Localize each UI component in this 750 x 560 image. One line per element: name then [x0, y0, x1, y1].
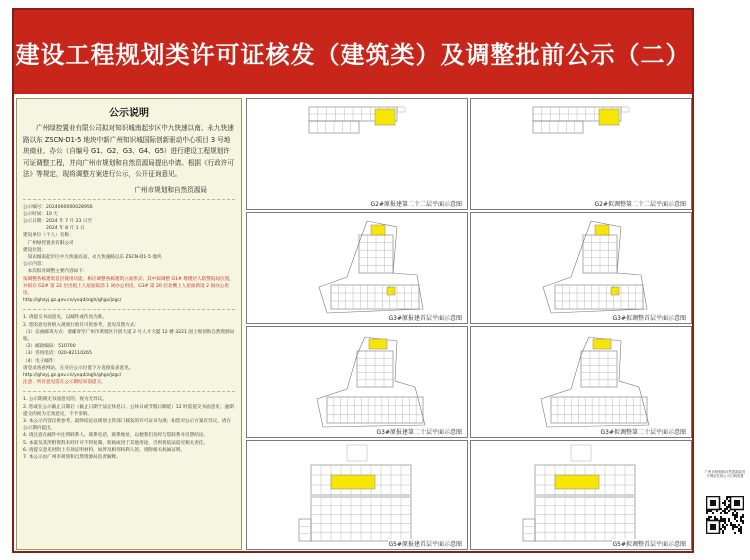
floor-plan-caption: G2#原报建第二十二层平面示意图 — [370, 201, 462, 208]
opinion-line: （2）邮政编码：510700 — [23, 344, 76, 350]
floor-plan-panel — [470, 98, 692, 210]
note-line: 7. 本公示由广州市规划和自然资源局负责解释。 — [23, 455, 121, 460]
floor-plan-drawing — [247, 213, 468, 324]
floor-plan-panel — [470, 212, 692, 324]
detail-line: 建设单位（个人）名称： — [23, 233, 74, 239]
floor-plan-caption: G3#拟调整第二十层平面示意图 — [600, 429, 686, 436]
notice-panel — [16, 98, 242, 550]
floor-plan-caption: G3#原报建首层平面示意图 — [388, 315, 462, 322]
floor-plan-drawing — [471, 441, 692, 550]
opinion-line: 2. 您的意见将纳入规划行政许可的参考，意见反馈方式： — [23, 322, 140, 328]
note-line: 5. 本案及其所附资料未经许可不得复制、转载或用于其他用途，否则将依法追究相关责任。 — [23, 440, 209, 446]
qr-code-icon[interactable] — [706, 496, 744, 534]
floor-plan-panel — [470, 326, 692, 438]
floor-plan-panel — [246, 326, 468, 438]
notice-body: 广州绿控置业有限公司拟对知识城南起步区中九快速以南、永九快速路以东 ZSCN-D1-5 地块中新广州知识城国际创新驱动中心项目 3 号地块商业、办公（自编号 G1、G2、G3、G4、G5）进行建设工程规划许可证调整工程，并向广州市规划和自然资源局提出申请。根据《行政许可法》等规定，现将调整方案进行公示，公开征询意见。 — [23, 124, 234, 178]
detail-line: 公示日期：2024 年 7 月 23 日至 — [23, 218, 93, 224]
detail-line: 公示时间：10 天 — [23, 211, 58, 217]
notice-signature: 广州市规划和自然资源局 — [134, 185, 207, 194]
opinion-line[interactable]: http://ghzyj.gz.gov.cn/yxqd/zqjh/ghgs/jzgc/ — [23, 372, 122, 378]
floor-plan-drawing — [247, 441, 468, 550]
notes-section — [23, 396, 235, 461]
note-line: 4. 请注意在邮件中注明联系人、联系电话，联系地址，以便我们及时与您联系并反馈结论。 — [23, 433, 209, 439]
divider — [23, 199, 235, 200]
opinion-line: （3）咨询电话：020-82110265 — [23, 351, 92, 357]
notice-heading: 公示说明 — [109, 108, 149, 119]
detail-line: 建设位置： — [23, 247, 46, 253]
divider — [23, 309, 235, 310]
floor-plan-drawing — [471, 327, 692, 438]
note-line: 3. 本公示内容仅供参考，最终结论以规划主管部门核发的许可证书为准；如您对公示方案有异议，请在公示期内提出。 — [23, 418, 231, 432]
floor-plan-drawing — [247, 99, 468, 210]
floor-plan-panel — [246, 212, 468, 324]
floor-plan-drawing — [247, 327, 468, 438]
adjustment-text: 按调整各栋建筑首层使用功能，相应调整各栋建筑立面形式；其中拟调整 G1# 塔楼层人防警报间位置，并拟在 G2# 第 22 层出租上人屋面取消 1 间办公用房，G3# 第 20 层北侧上人屋面新设 2 间办公用房。 — [23, 276, 234, 296]
detail-line: 公示编号：2024060000028956 — [23, 204, 93, 210]
floor-plan-grid — [246, 98, 692, 550]
qr-caption: 广州市规划和自然资源局官方网站在线公示扫码查看 — [704, 470, 746, 479]
floor-plan-panel — [246, 98, 468, 210]
detail-line: 广州绿控置业有限公司 — [23, 240, 74, 246]
floor-plan-caption: G5#原报建首层平面示意图 — [388, 541, 462, 548]
comment-link[interactable]: http://ghzyj.gz.gov.cn/yxqd/zqjh/ghgs/jzgc/ — [23, 298, 122, 304]
opinion-line: 注意：所有意见需在公示期结束前提交。 — [23, 380, 106, 386]
notice-board — [12, 8, 694, 553]
divider — [23, 391, 235, 392]
floor-plan-drawing — [471, 99, 692, 210]
notice-details — [23, 204, 235, 305]
floor-plan-caption: G3#拟调整首层平面示意图 — [612, 315, 686, 322]
floor-plan-drawing — [471, 213, 692, 324]
note-line: 6. 请提交意见时附上有效证明材料，如涉及相邻权利人的，请附相关权属证明。 — [23, 447, 186, 453]
page-title: 建设工程规划类许可证核发（建筑类）及调整批前公示（二） — [14, 10, 692, 94]
opinion-line: （4）电子邮件： — [23, 358, 59, 364]
opinion-line: （1）信函邮寄方式：请邮寄至广州市黄埔区开创大道 2 号人才大厦 12 楼 3221 国土规划和自然资源局收。 — [23, 329, 235, 342]
opinion-section — [23, 314, 235, 386]
floor-plan-panel — [470, 440, 692, 550]
opinion-line: 1. 请提交书面意见，以邮件或传真为准。 — [23, 315, 107, 321]
floor-plan-caption: G3#原报建第二十层平面示意图 — [376, 429, 462, 436]
detail-line: 公示内容： — [23, 262, 46, 268]
floor-plan-caption: G2#拟调整第二十二层平面示意图 — [594, 201, 686, 208]
detail-line: 本次拟对调整主要内容如下： — [23, 269, 88, 275]
detail-line: 知识城南起步区中九快速以南、永九快速路以东 ZSCN-D1-5 地块 — [23, 254, 162, 260]
floor-plan-panel — [246, 440, 468, 550]
detail-line: 2024 年 8 月 1 日 — [23, 226, 85, 232]
opinion-line: 请登录查看网站，在对应公示位置下方直接发表意见。 — [23, 365, 134, 371]
note-line: 1. 公示期满无书面意见的，视为无异议。 — [23, 397, 107, 403]
floor-plan-caption: G5#拟调整首层平面示意图 — [612, 541, 686, 548]
note-line: 2. 您或在公示截止日期后（截止日期于法定休息日、公休日或节假日顺延）12 时前提交书面意见；逾期提交的视为无效意见，不予采纳。 — [23, 404, 234, 417]
